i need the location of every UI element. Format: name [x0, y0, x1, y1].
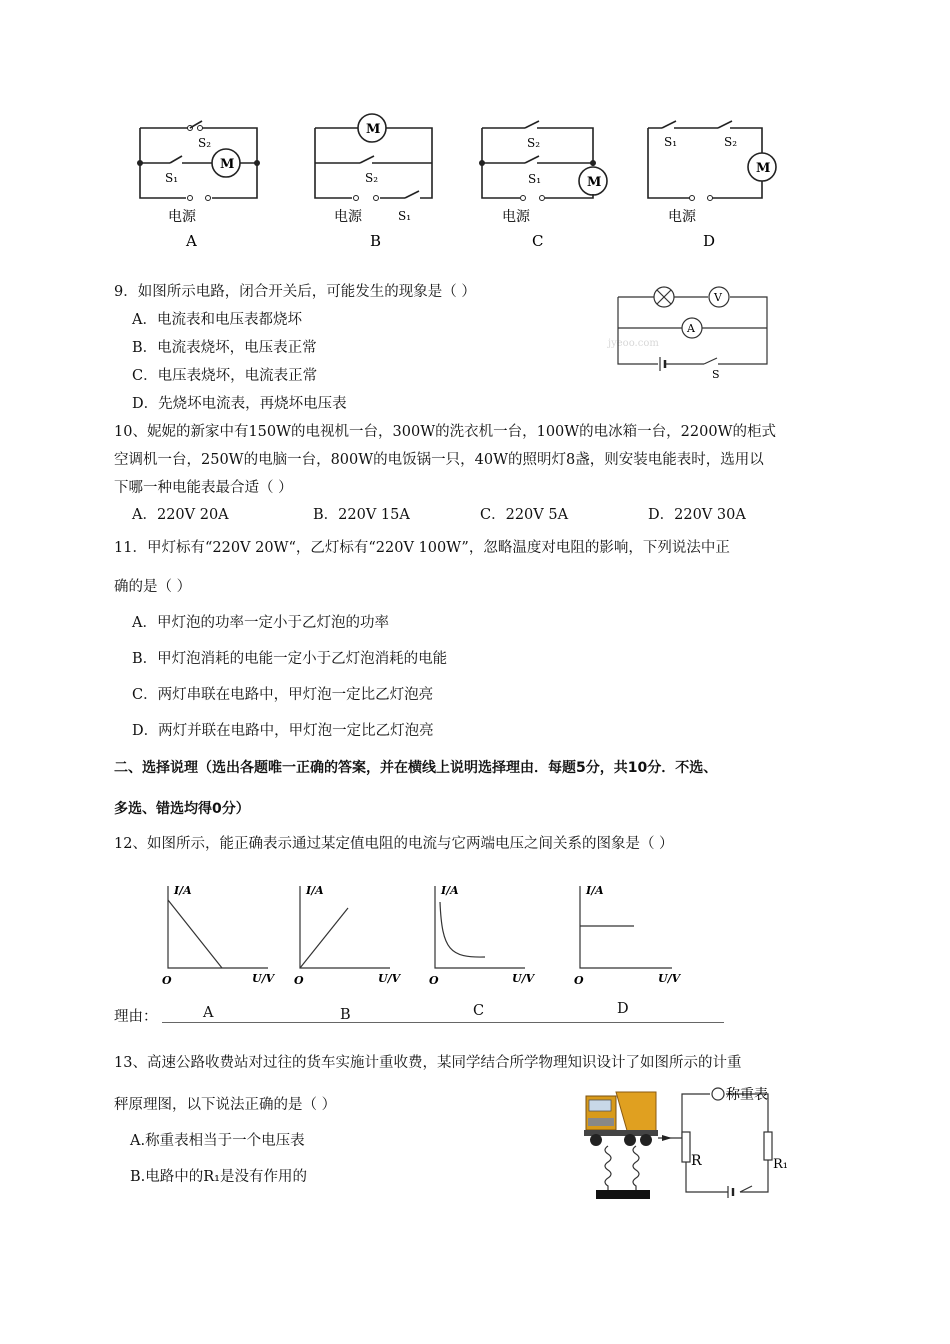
s1-label: S₁ — [165, 171, 179, 185]
x-axis-label: U/V — [252, 972, 275, 985]
q12-label-d: D — [617, 1001, 629, 1017]
power-label: 电源 — [502, 209, 530, 225]
s1-label: S₁ — [398, 209, 412, 223]
q10-option-b: B．220V 15A — [313, 507, 410, 523]
q9-circuit-diagram — [600, 278, 780, 388]
q10-option-d: D．220V 30A — [648, 507, 746, 523]
watermark: jyeoo.com — [608, 338, 659, 349]
q9-option-d: D．先烧坏电流表，再烧坏电压表 — [132, 396, 347, 412]
graph-b-line — [300, 908, 348, 968]
graph-c — [429, 884, 536, 987]
s1-label: S₁ — [528, 172, 542, 186]
q9-option-c: C．电压表烧坏，电流表正常 — [132, 368, 318, 384]
figure-label-b: B — [370, 232, 382, 250]
y-axis-label: I/A — [586, 884, 604, 897]
x-axis-label: U/V — [512, 972, 535, 985]
motor-label: M — [220, 157, 235, 172]
motor-label: M — [366, 122, 381, 137]
q10-option-a: A．220V 20A — [132, 507, 229, 523]
q13-line2: 秤原理图，以下说法正确的是（ ） — [114, 1097, 337, 1113]
q13-option-b: B.电路中的R₁是没有作用的 — [130, 1169, 307, 1185]
q12-reason-label: 理由： — [114, 1009, 158, 1025]
s2-label: S₂ — [198, 136, 212, 150]
s2-label: S₂ — [724, 135, 738, 149]
origin-label: O — [574, 974, 584, 987]
q12-graphs — [150, 878, 850, 1018]
q8-circuit-figures — [0, 0, 950, 260]
figure-label-d: D — [703, 232, 716, 250]
switch-label: S — [712, 368, 720, 381]
figure-label-a: A — [186, 232, 197, 250]
q12-reason-line[interactable] — [162, 1022, 724, 1023]
power-label: 电源 — [668, 209, 696, 225]
q9-option-b: B．电流表烧坏，电压表正常 — [132, 340, 317, 356]
s1-label: S₁ — [664, 135, 678, 149]
x-axis-label: U/V — [378, 972, 401, 985]
section2-heading-line2: 多选、错选均得0分） — [114, 801, 250, 817]
q9-option-a: A．电流表和电压表都烧坏 — [132, 312, 302, 328]
motor-label: M — [587, 175, 602, 190]
power-label: 电源 — [334, 209, 362, 225]
q12-label-b: B — [340, 1007, 351, 1023]
motor-label: M — [756, 161, 771, 176]
meter-icon — [712, 1088, 724, 1100]
circuit-a — [137, 121, 260, 250]
q10-line1: 10、妮妮的新家中有150W的电视机一台，300W的洗衣机一台，100W的电冰箱一台，2200W的柜式 — [114, 424, 776, 440]
origin-label: O — [294, 974, 304, 987]
x-axis-label: U/V — [658, 972, 681, 985]
meter-label: 称重表 — [726, 1087, 768, 1103]
q9-stem: 9．如图所示电路，闭合开关后，可能发生的现象是（ ） — [114, 284, 476, 300]
q13-line1: 13、高速公路收费站对过往的货车实施计重收费，某同学结合所学物理知识设计了如图所示的计重 — [114, 1055, 742, 1071]
q11-option-b: B．甲灯泡消耗的电能一定小于乙灯泡消耗的电能 — [132, 651, 448, 667]
voltmeter-label: V — [714, 291, 722, 304]
origin-label: O — [162, 974, 172, 987]
s2-label: S₂ — [527, 136, 541, 150]
power-label: 电源 — [168, 209, 196, 225]
q11-option-a: A．甲灯泡的功率一定小于乙灯泡的功率 — [132, 615, 389, 631]
circuit-d — [648, 121, 776, 250]
q10-line2: 空调机一台，250W的电脑一台，800W的电饭锅一只，40W的照明灯8盏，则安装电能表时，选用以 — [114, 452, 764, 468]
base-plate — [596, 1190, 650, 1199]
ammeter-label: A — [687, 322, 695, 335]
r1-label: R₁ — [773, 1157, 788, 1172]
q11-line1: 11．甲灯标有“220V 20W“，乙灯标有“220V 100W”，忽略温度对电阻的影响，下列说法中正 — [114, 540, 730, 556]
section2-heading-line1: 二、选择说理（选出各题唯一正确的答案，并在横线上说明选择理由．每题5分，共10分．不选、 — [114, 760, 718, 776]
r-label: R — [691, 1153, 702, 1169]
circuit-c — [479, 121, 607, 250]
q13-option-a: A.称重表相当于一个电压表 — [130, 1133, 305, 1149]
y-axis-label: I/A — [306, 884, 324, 897]
s2-label: S₂ — [365, 171, 379, 185]
graph-b — [294, 884, 402, 987]
q12-stem: 12、如图所示，能正确表示通过某定值电阻的电流与它两端电压之间关系的图象是（ ） — [114, 836, 674, 852]
q11-option-c: C．两灯串联在电路中，甲灯泡一定比乙灯泡亮 — [132, 687, 434, 703]
q11-option-d: D．两灯并联在电路中，甲灯泡一定比乙灯泡亮 — [132, 723, 434, 739]
graph-d — [574, 884, 682, 987]
q10-line3: 下哪一种电能表最合适（ ） — [114, 480, 293, 496]
graph-a-line — [168, 900, 222, 968]
truck-icon — [584, 1092, 658, 1146]
origin-label: O — [429, 974, 439, 987]
y-axis-label: I/A — [441, 884, 459, 897]
q10-option-c: C．220V 5A — [480, 507, 569, 523]
graph-a — [162, 884, 276, 987]
q13-weighing-diagram — [578, 1082, 798, 1212]
spring-icon — [633, 1146, 639, 1192]
graph-c-curve — [440, 902, 485, 957]
q12-label-c: C — [473, 1003, 485, 1019]
figure-label-c: C — [532, 232, 544, 250]
q11-line2: 确的是（ ） — [114, 579, 192, 595]
circuit-b — [315, 114, 432, 250]
y-axis-label: I/A — [174, 884, 192, 897]
spring-icon — [605, 1146, 611, 1192]
q12-label-a: A — [203, 1005, 214, 1021]
